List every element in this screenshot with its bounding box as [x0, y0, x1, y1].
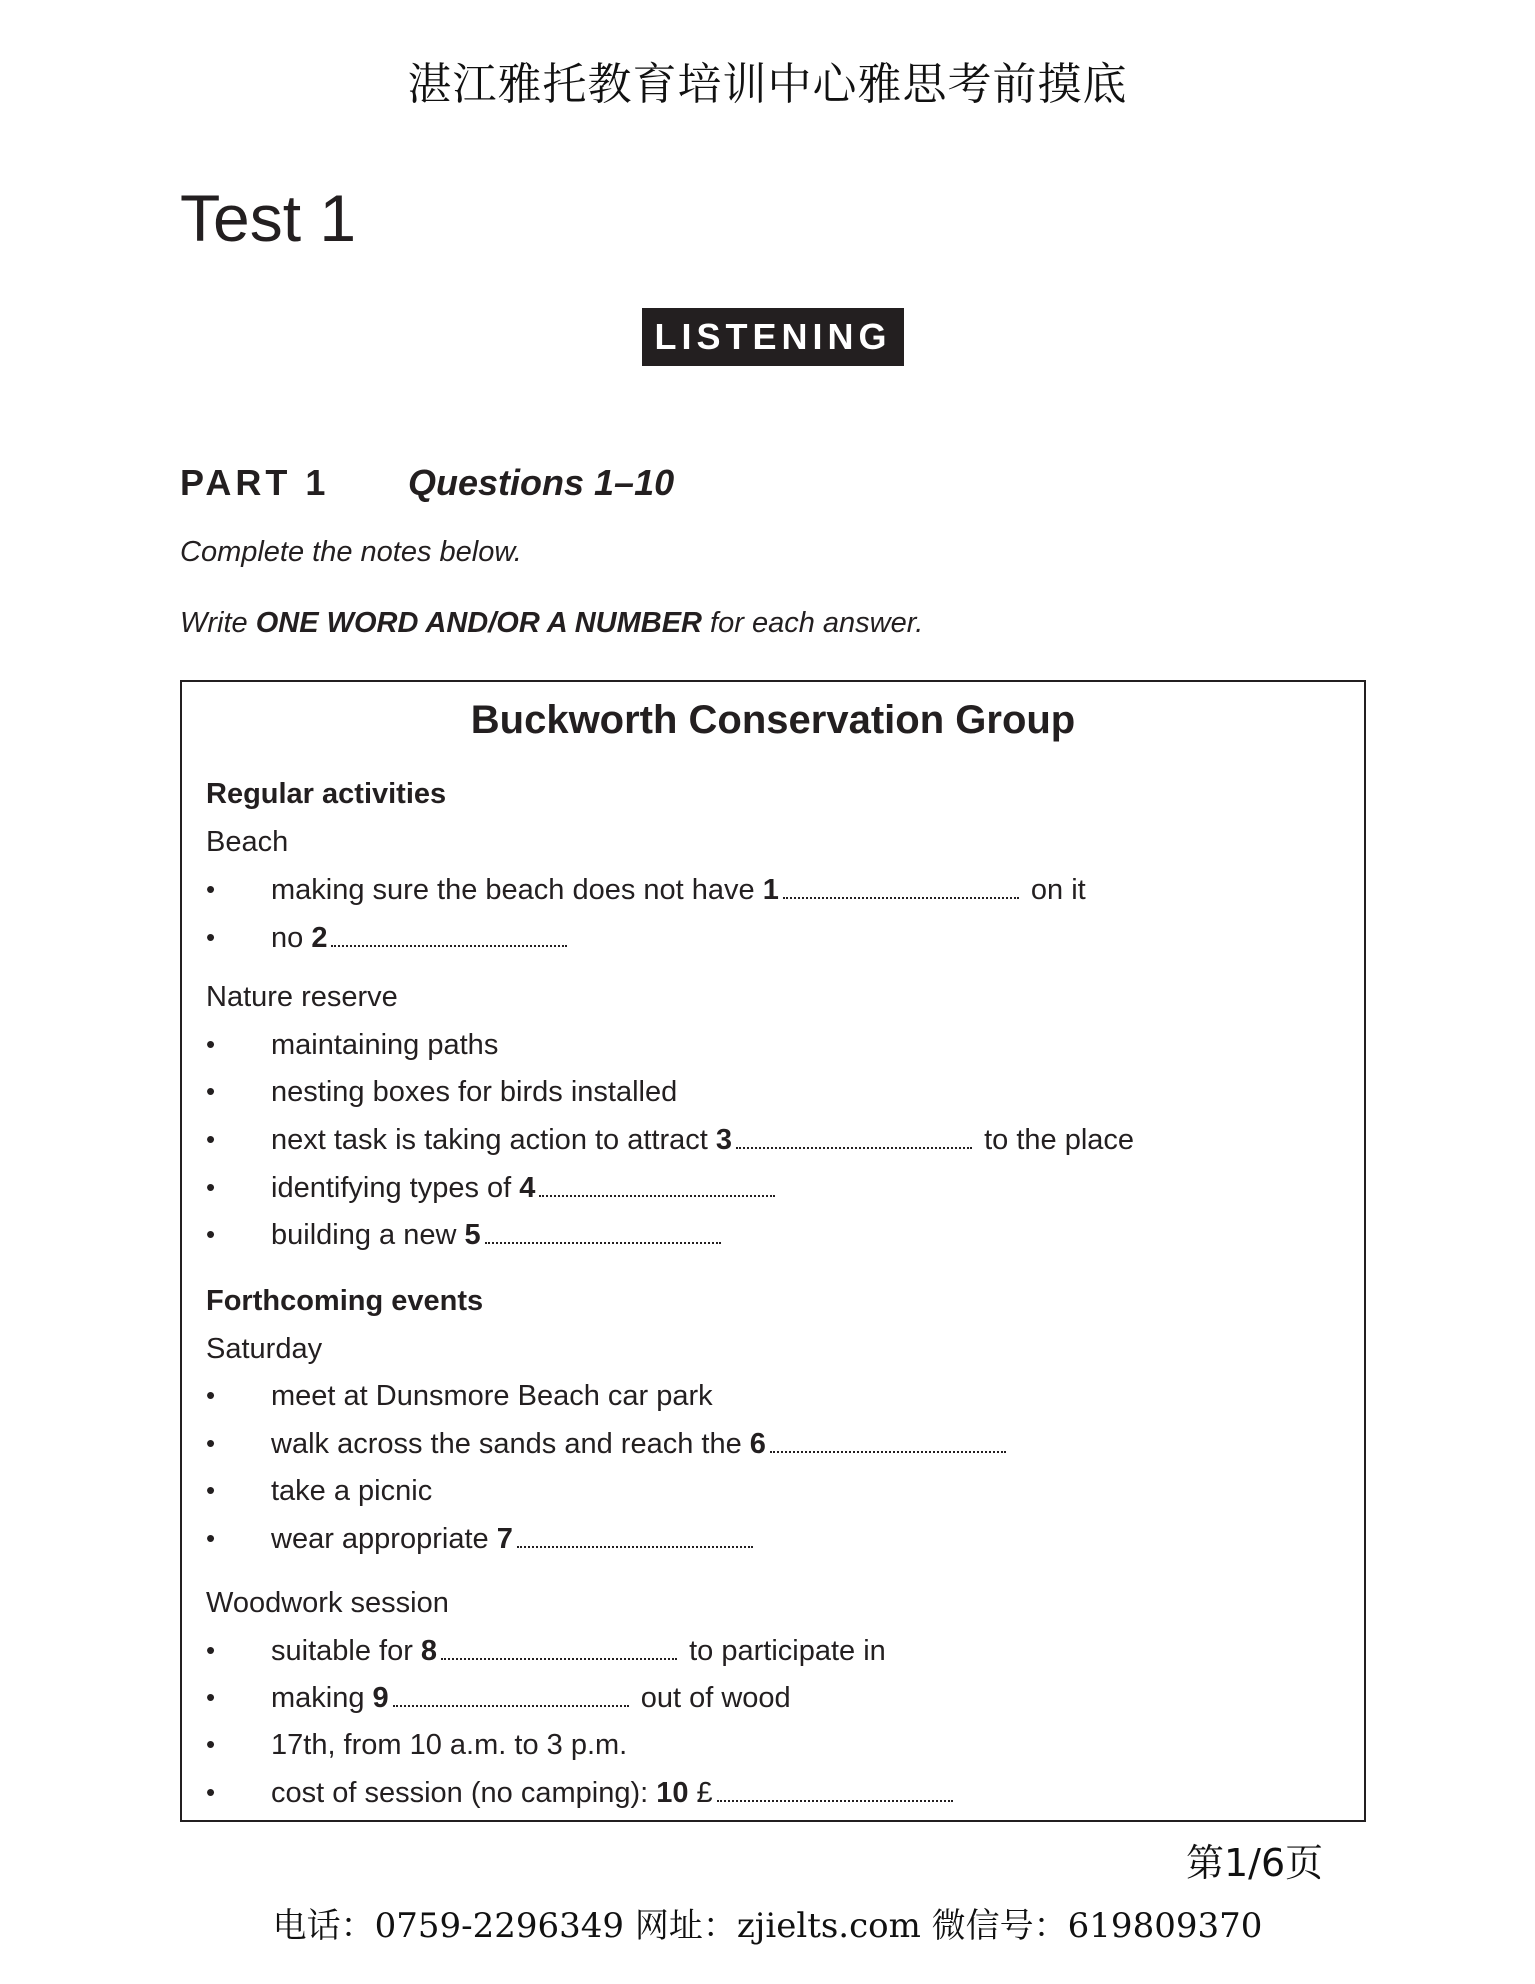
bullet-icon: • [206, 922, 216, 952]
item-text: no [271, 922, 312, 954]
item-text: suitable for [271, 1635, 421, 1667]
questions-range: Questions 1–10 [408, 462, 675, 503]
answer-gap[interactable] [736, 1139, 972, 1149]
footer-contact: 电话：0759-2296349 网址：zjielts.com 微信号：619809370 [272, 1906, 1263, 1946]
test-title: Test 1 [180, 181, 357, 255]
bullet-icon: • [206, 1380, 216, 1410]
section-heading-events: Forthcoming events [206, 1285, 484, 1317]
bullet-icon: • [206, 1219, 216, 1249]
bullet-icon: • [206, 1076, 216, 1106]
bullet-icon: • [206, 874, 216, 904]
answer-gap[interactable] [770, 1443, 1006, 1453]
subheading-beach: Beach [206, 826, 289, 858]
notes-title: Buckworth Conservation Group [470, 698, 1076, 742]
question-number: 10 [656, 1777, 689, 1809]
part-label: PART 1 [180, 462, 330, 503]
bullet-icon: • [206, 1682, 216, 1712]
question-number: 2 [311, 922, 328, 954]
item-text: wear appropriate [271, 1523, 497, 1555]
currency-symbol: £ [688, 1777, 713, 1809]
bullet-icon: • [206, 1172, 216, 1202]
question-number: 4 [519, 1172, 536, 1204]
instruction-text: Write [180, 607, 256, 639]
subheading-woodwork: Woodwork session [206, 1587, 449, 1619]
question-number: 3 [715, 1124, 733, 1156]
bullet-icon: • [206, 1635, 216, 1665]
instruction-line-1: Complete the notes below. [180, 536, 522, 568]
subheading-saturday: Saturday [206, 1333, 323, 1365]
bullet-icon: • [206, 1428, 216, 1458]
answer-gap[interactable] [441, 1650, 677, 1660]
bullet-icon: • [206, 1729, 216, 1759]
item-text: on it [1022, 874, 1086, 906]
bullet-icon: • [206, 1523, 216, 1553]
instruction-line-2 [180, 607, 923, 640]
item-text: take a picnic [271, 1475, 433, 1507]
item-text: to participate in [681, 1635, 886, 1667]
question-number: 1 [762, 874, 779, 906]
answer-gap[interactable] [539, 1187, 775, 1197]
page-number: 第1/6页 [1186, 1841, 1324, 1885]
item-text: cost of session (no camping): [271, 1777, 657, 1809]
answer-gap[interactable] [331, 937, 567, 947]
item-text: identifying types of [271, 1172, 520, 1204]
page-header-title: 湛江雅托教育培训中心雅思考前摸底 [407, 59, 1128, 110]
bullet-icon: • [206, 1475, 216, 1505]
answer-gap[interactable] [717, 1792, 953, 1802]
item-text: next task is taking action to attract [271, 1124, 716, 1156]
section-heading-regular: Regular activities [206, 778, 447, 810]
item-text: building a new [271, 1219, 465, 1251]
item-text: making sure the beach does not have [271, 874, 763, 906]
item-text: out of wood [632, 1682, 791, 1714]
answer-gap[interactable] [393, 1697, 629, 1707]
bullet-icon: • [206, 1124, 216, 1154]
instruction-emphasis: ONE WORD AND/OR A NUMBER [255, 607, 702, 639]
subheading-nature-reserve: Nature reserve [206, 981, 398, 1013]
question-number: 5 [464, 1219, 481, 1251]
question-number: 6 [749, 1428, 766, 1460]
part-heading [180, 462, 675, 504]
item-text: nesting boxes for birds installed [271, 1076, 678, 1108]
bullet-icon: • [206, 1777, 216, 1807]
question-number: 7 [496, 1523, 513, 1555]
item-text: walk across the sands and reach the [271, 1428, 750, 1460]
item-text: to the place [976, 1124, 1135, 1156]
question-number: 9 [372, 1682, 389, 1714]
question-number: 8 [420, 1635, 438, 1667]
item-text: maintaining paths [271, 1029, 499, 1061]
item-text: making [271, 1682, 373, 1714]
instruction-text: for each answer. [701, 607, 924, 639]
item-text: 17th, from 10 a.m. to 3 p.m. [271, 1729, 628, 1761]
item-text: meet at Dunsmore Beach car park [271, 1380, 713, 1412]
answer-gap[interactable] [517, 1538, 753, 1548]
notes-box [180, 680, 1366, 1822]
bullet-icon: • [206, 1029, 216, 1059]
section-badge: LISTENING [642, 308, 904, 366]
answer-gap[interactable] [485, 1234, 721, 1244]
answer-gap[interactable] [783, 889, 1019, 899]
